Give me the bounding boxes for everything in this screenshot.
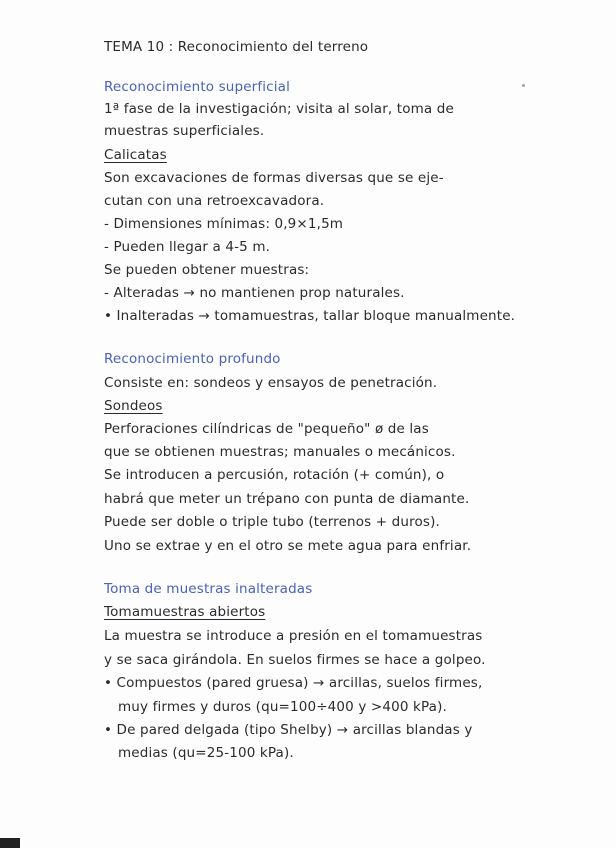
- list-item: - Pueden llegar a 4-5 m.: [104, 239, 271, 255]
- list-item: • Inalteradas → tomamuestras, tallar bloque manualmente.: [104, 308, 516, 324]
- text-line: medias (qu=25-100 kPa).: [118, 745, 294, 761]
- subheading-tomamuestras: Tomamuestras abiertos: [104, 604, 266, 620]
- list-item: • Compuestos (pared gruesa) → arcillas, suelos firmes,: [104, 675, 483, 691]
- text-line: que se obtienen muestras; manuales o mecánicos.: [104, 444, 456, 460]
- text-line: Se introducen a percusión, rotación (+ común), o: [104, 467, 445, 483]
- list-item: - Alteradas → no mantienen prop naturales.: [104, 285, 405, 301]
- text-line: muestras superficiales.: [104, 123, 265, 139]
- text-line: 1ª fase de la investigación; visita al solar, toma de: [104, 101, 454, 117]
- page-title: TEMA 10 : Reconocimiento del terreno: [104, 39, 369, 55]
- section-heading-profundo: Reconocimiento profundo: [104, 351, 281, 367]
- subheading-sondeos: Sondeos: [104, 398, 163, 414]
- text-line: Consiste en: sondeos y ensayos de penetración.: [104, 375, 438, 391]
- subheading-calicatas: Calicatas: [104, 147, 167, 163]
- list-item: - Dimensiones mínimas: 0,9×1,5m: [104, 216, 344, 232]
- text-line: La muestra se introduce a presión en el tomamuestras: [104, 628, 483, 644]
- text-line: Uno se extrae y en el otro se mete agua para enfriar.: [104, 538, 472, 554]
- list-item: • De pared delgada (tipo Shelby) → arcillas blandas y: [104, 722, 473, 738]
- text-line: habrá que meter un trépano con punta de diamante.: [104, 491, 470, 507]
- text-line: Son excavaciones de formas diversas que se eje-: [104, 170, 444, 186]
- section-heading-muestras: Toma de muestras inalteradas: [104, 581, 313, 597]
- scan-edge-mark: [0, 838, 20, 848]
- text-line: Se pueden obtener muestras:: [104, 262, 310, 278]
- paper-speck: [522, 84, 525, 87]
- text-line: muy firmes y duros (qu=100÷400 y >400 kPa).: [118, 699, 447, 715]
- text-line: y se saca girándola. En suelos firmes se hace a golpeo.: [104, 652, 486, 668]
- text-line: Puede ser doble o triple tubo (terrenos + duros).: [104, 514, 440, 530]
- text-line: Perforaciones cilíndricas de "pequeño" ø de las: [104, 421, 429, 437]
- section-heading-superficial: Reconocimiento superficial: [104, 79, 290, 95]
- text-line: cutan con una retroexcavadora.: [104, 193, 325, 209]
